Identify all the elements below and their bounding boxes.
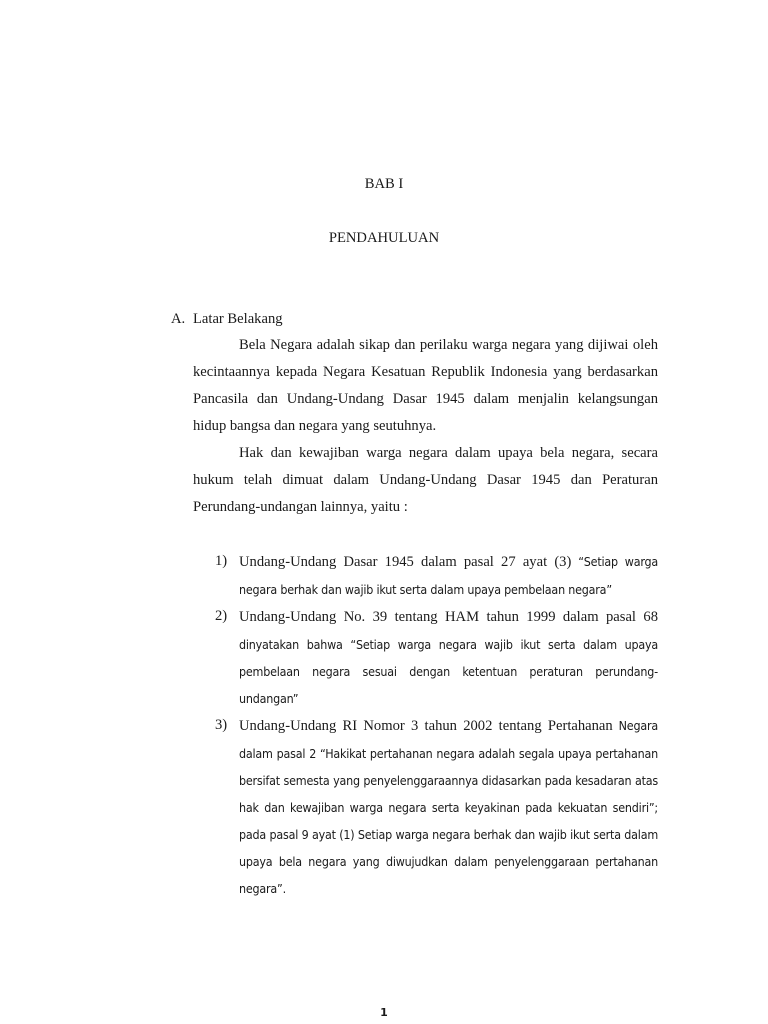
paragraph: Bela Negara adalah sikap dan perilaku warga negara yang dijiwai oleh kecintaannya kepada Negara Kesatuan Republik Indonesia yang berdasarkan Pancasila dan Undang-Undang Dasar 1945 dalam menjalin kelangsungan hidup bangsa dan negara yang seutuhnya. — [193, 337, 658, 434]
section-heading — [171, 311, 283, 328]
page-number: 1 — [380, 1006, 388, 1019]
legal-basis-list — [215, 548, 658, 902]
list-item-text — [239, 548, 658, 603]
list-number: 1) — [215, 553, 228, 569]
list-item-lead: Undang-Undang No. 39 tentang HAM tahun 1999 dalam pasal 68 — [239, 609, 658, 625]
list-item — [215, 712, 658, 902]
list-item-text — [239, 712, 658, 902]
chapter-heading: BAB I — [364, 176, 404, 192]
list-item-body: Negara dalam pasal 2 “Hakikat pertahanan negara adalah segala upaya pertahanan bersifat semesta yang penyelenggaraannya didasarkan pada kesadaran atas hak dan kewajiban warga negara serta keyakinan pada kekuatan sendiri”; pada pasal 9 ayat (1) Setiap warga negara berhak dan wajib ikut serta dalam upaya bela negara yang diwujudkan dalam penyelenggaraan pertahanan negara”. — [239, 718, 658, 896]
chapter-title: PENDAHULUAN — [328, 230, 440, 246]
list-number: 3) — [215, 717, 228, 733]
section-title: Latar Belakang — [193, 311, 283, 327]
list-item — [215, 603, 658, 712]
list-item-lead: Undang-Undang RI Nomor 3 tahun 2002 tentang Pertahanan — [239, 718, 613, 734]
list-item-lead: Undang-Undang Dasar 1945 dalam pasal 27 ayat (3) — [239, 554, 572, 570]
paragraph: Hak dan kewajiban warga negara dalam upaya bela negara, secara hukum telah dimuat dalam Undang-Undang Dasar 1945 dan Peraturan Perundang-undangan lainnya, yaitu : — [193, 445, 658, 515]
list-number: 2) — [215, 608, 228, 624]
list-item-text — [239, 603, 658, 712]
section-letter: A. — [171, 311, 186, 327]
list-item-body: dinyatakan bahwa “Setiap warga negara wajib ikut serta dalam upaya pembelaan negara sesuai dengan ketentuan peraturan perundang-undangan” — [239, 637, 658, 706]
list-item-body: “Setiap warga negara berhak dan wajib ikut serta dalam upaya pembelaan negara” — [239, 554, 658, 597]
list-item — [215, 548, 658, 603]
